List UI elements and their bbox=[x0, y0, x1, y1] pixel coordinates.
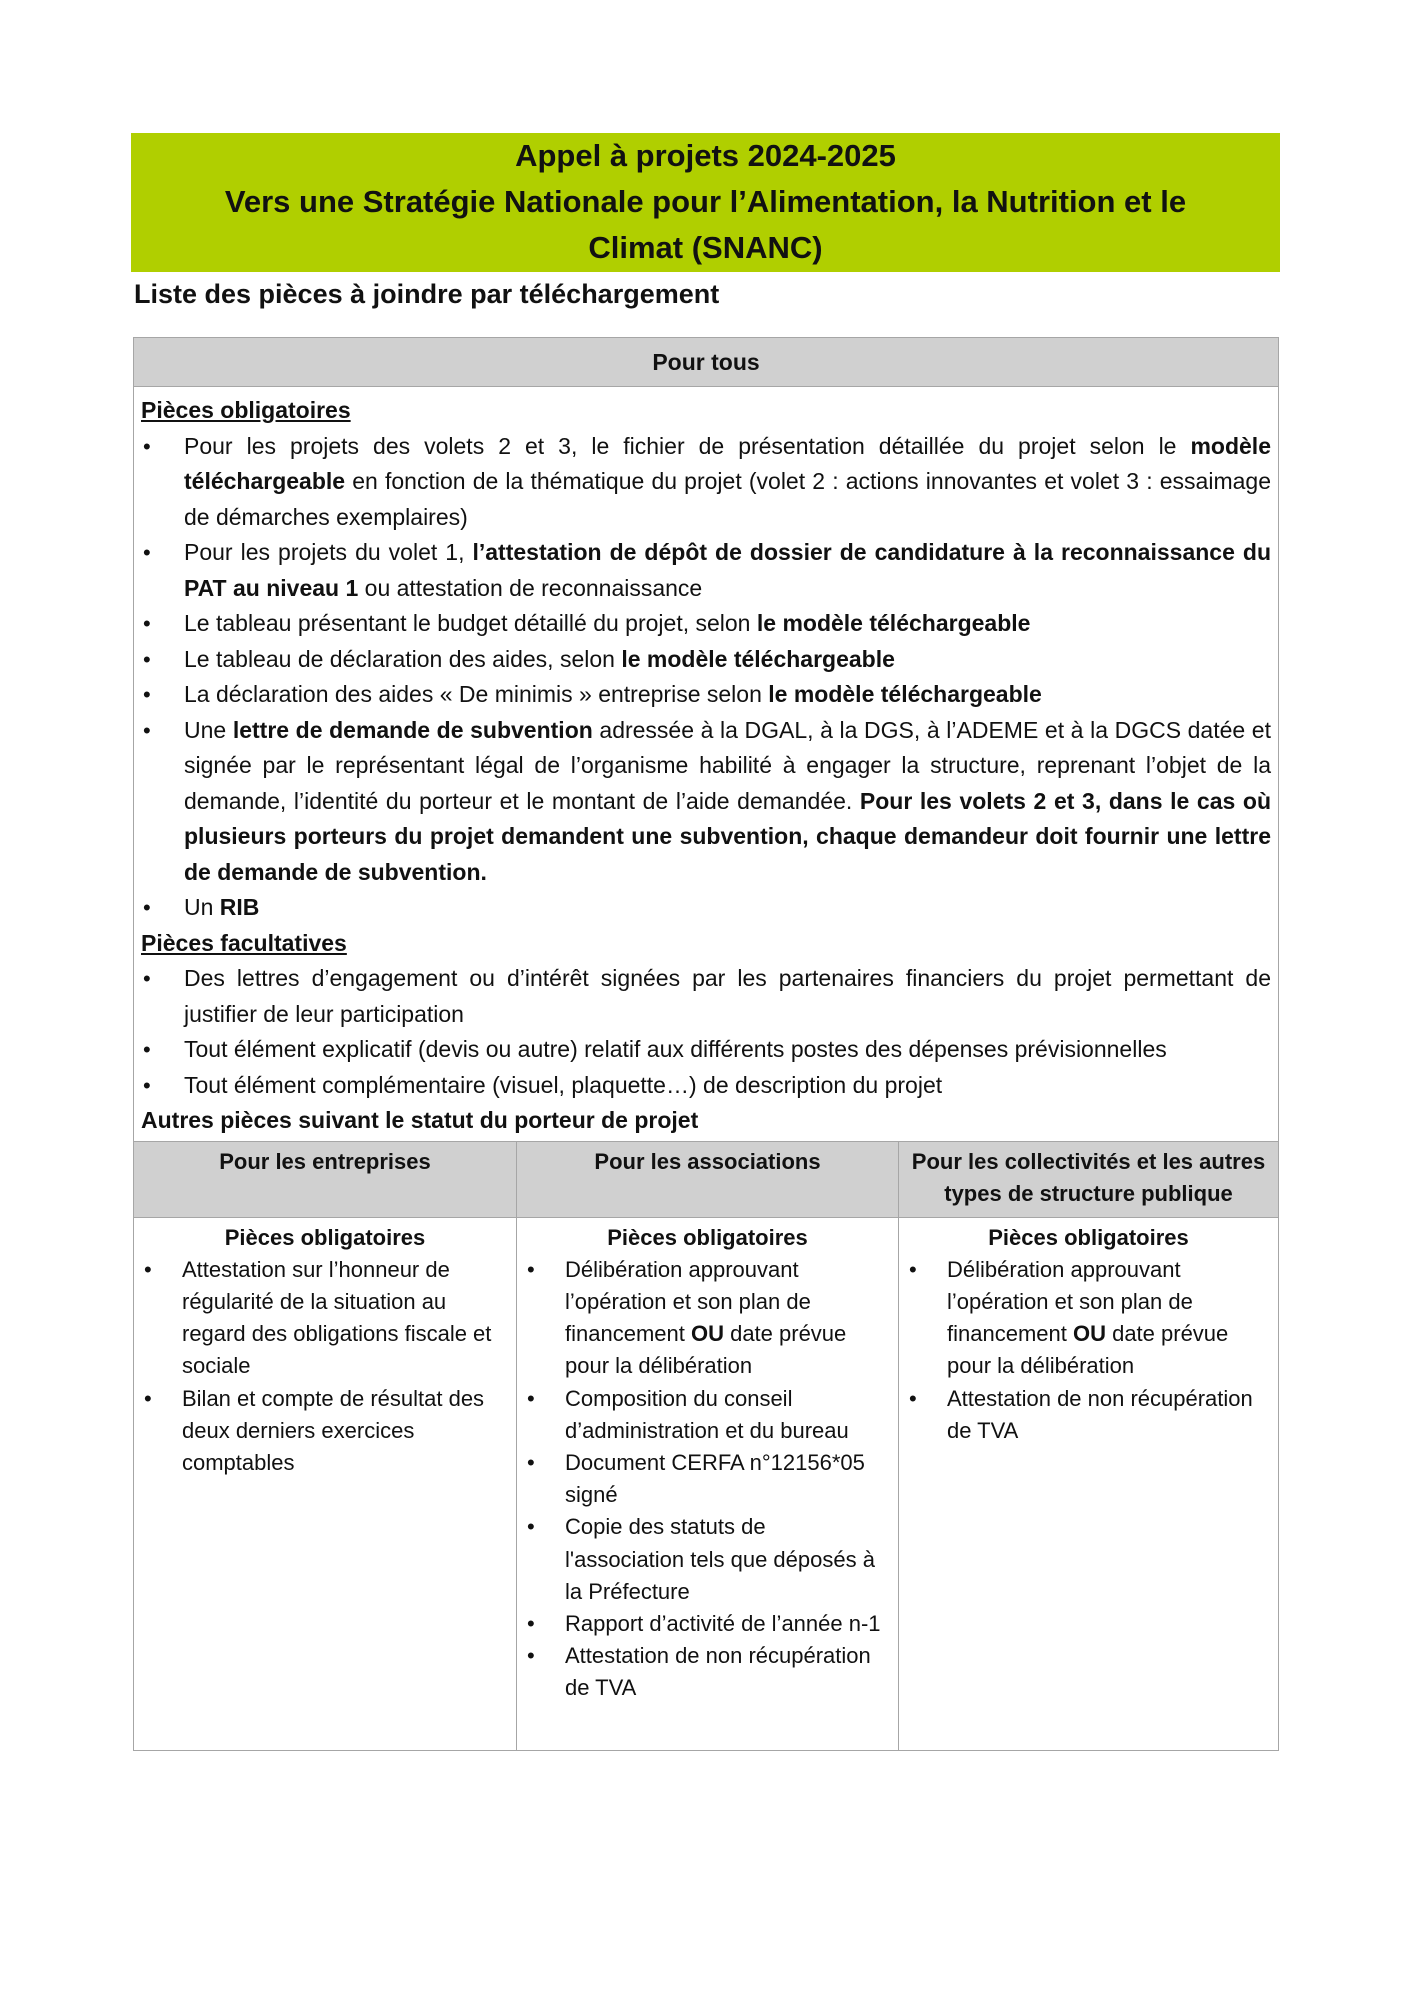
list-item: • Pour les projets des volets 2 et 3, le fichier de présentation détaillée du projet selon le modèle téléchargeable en fonction de la thématique du projet (volet 2 : actions innovantes et volet 3 : essaimage de démarches exemplaires) bbox=[141, 429, 1271, 536]
list-item: • Pour les projets du volet 1, l’attestation de dépôt de dossier de candidature à la reconnaissance du PAT au niveau 1 ou attestation de reconnaissance bbox=[141, 535, 1271, 606]
list-item: • La déclaration des aides « De minimis » entreprise selon le modèle téléchargeable bbox=[141, 677, 1271, 713]
documents-table bbox=[133, 337, 1279, 1751]
list-item: • Tout élément complémentaire (visuel, plaquette…) de description du projet bbox=[141, 1068, 1271, 1104]
list-item: • Le tableau présentant le budget détaillé du projet, selon le modèle téléchargeable bbox=[141, 606, 1271, 642]
list-item: • Des lettres d’engagement ou d’intérêt signées par les partenaires financiers du projet permettant de justifier de leur participation bbox=[141, 961, 1271, 1032]
entreprises-cell bbox=[134, 1218, 517, 1750]
title-line-1: Appel à projets 2024-2025 bbox=[515, 138, 896, 173]
other-pieces-title: Autres pièces suivant le statut du porteur de projet bbox=[141, 1107, 699, 1133]
list-item: • Bilan et compte de résultat des deux derniers exercices comptables bbox=[142, 1383, 508, 1480]
list-item: • Attestation de non récupération de TVA bbox=[907, 1383, 1270, 1447]
entreprises-list bbox=[142, 1254, 508, 1479]
collectivites-list bbox=[907, 1254, 1270, 1447]
optional-title: Pièces facultatives bbox=[141, 929, 347, 956]
header-collectivites: Pour les collectivités et les autres types de structure publique bbox=[899, 1142, 1278, 1218]
page-subtitle: Liste des pièces à joindre par téléchargement bbox=[134, 279, 720, 309]
title-line-3: Climat (SNANC) bbox=[588, 230, 823, 265]
cell-subtitle: Pièces obligatoires bbox=[988, 1224, 1189, 1250]
mandatory-title: Pièces obligatoires bbox=[141, 397, 351, 423]
cell-subtitle: Pièces obligatoires bbox=[607, 1224, 808, 1250]
status-columns bbox=[134, 1141, 1278, 1750]
list-item: • Une lettre de demande de subvention adressée à la DGAL, à la DGS, à l’ADEME et à la DGCS datée et signée par le représentant légal de l’organisme habilité à engager la structure, reprenant l’objet de la demande, l’identité du porteur et le montant de l’aide demandée. Pour les volets 2 et 3, dans le cas où plusieurs porteurs du projet demandent une subvention, chaque demandeur doit fournir une lettre de demande de subvention. bbox=[141, 713, 1271, 891]
list-item: • Attestation sur l’honneur de régularité de la situation au regard des obligations fiscale et sociale bbox=[142, 1254, 508, 1383]
collectivites-cell bbox=[899, 1218, 1278, 1750]
cell-subtitle: Pièces obligatoires bbox=[224, 1224, 426, 1250]
mandatory-list bbox=[141, 429, 1271, 926]
pour-tous-body bbox=[134, 387, 1278, 1141]
list-item: • Tout élément explicatif (devis ou autre) relatif aux différents postes des dépenses prévisionnelles bbox=[141, 1032, 1271, 1068]
associations-cell bbox=[517, 1218, 899, 1750]
title-line-2: Vers une Stratégie Nationale pour l’Alimentation, la Nutrition et le bbox=[224, 184, 1187, 219]
header-entreprises: Pour les entreprises bbox=[134, 1142, 517, 1218]
associations-list bbox=[525, 1254, 890, 1705]
list-item: • Rapport d’activité de l’année n-1 bbox=[525, 1608, 890, 1640]
list-item: • Un RIB bbox=[141, 890, 1271, 926]
list-item: • Copie des statuts de l'association tels que déposés à la Préfecture bbox=[525, 1511, 890, 1608]
list-item: • Attestation de non récupération de TVA bbox=[525, 1640, 890, 1704]
list-item: • Délibération approuvant l’opération et son plan de financement OU date prévue pour la délibération bbox=[525, 1254, 890, 1383]
optional-list bbox=[141, 961, 1271, 1103]
list-item: • Composition du conseil d’administration et du bureau bbox=[525, 1383, 890, 1447]
title-banner bbox=[131, 133, 1280, 272]
list-item: • Le tableau de déclaration des aides, selon le modèle téléchargeable bbox=[141, 642, 1271, 678]
list-item: • Document CERFA n°12156*05 signé bbox=[525, 1447, 890, 1511]
list-item: • Délibération approuvant l’opération et son plan de financement OU date prévue pour la délibération bbox=[907, 1254, 1270, 1383]
header-associations: Pour les associations bbox=[517, 1142, 899, 1218]
header-pour-tous: Pour tous bbox=[134, 338, 1278, 387]
